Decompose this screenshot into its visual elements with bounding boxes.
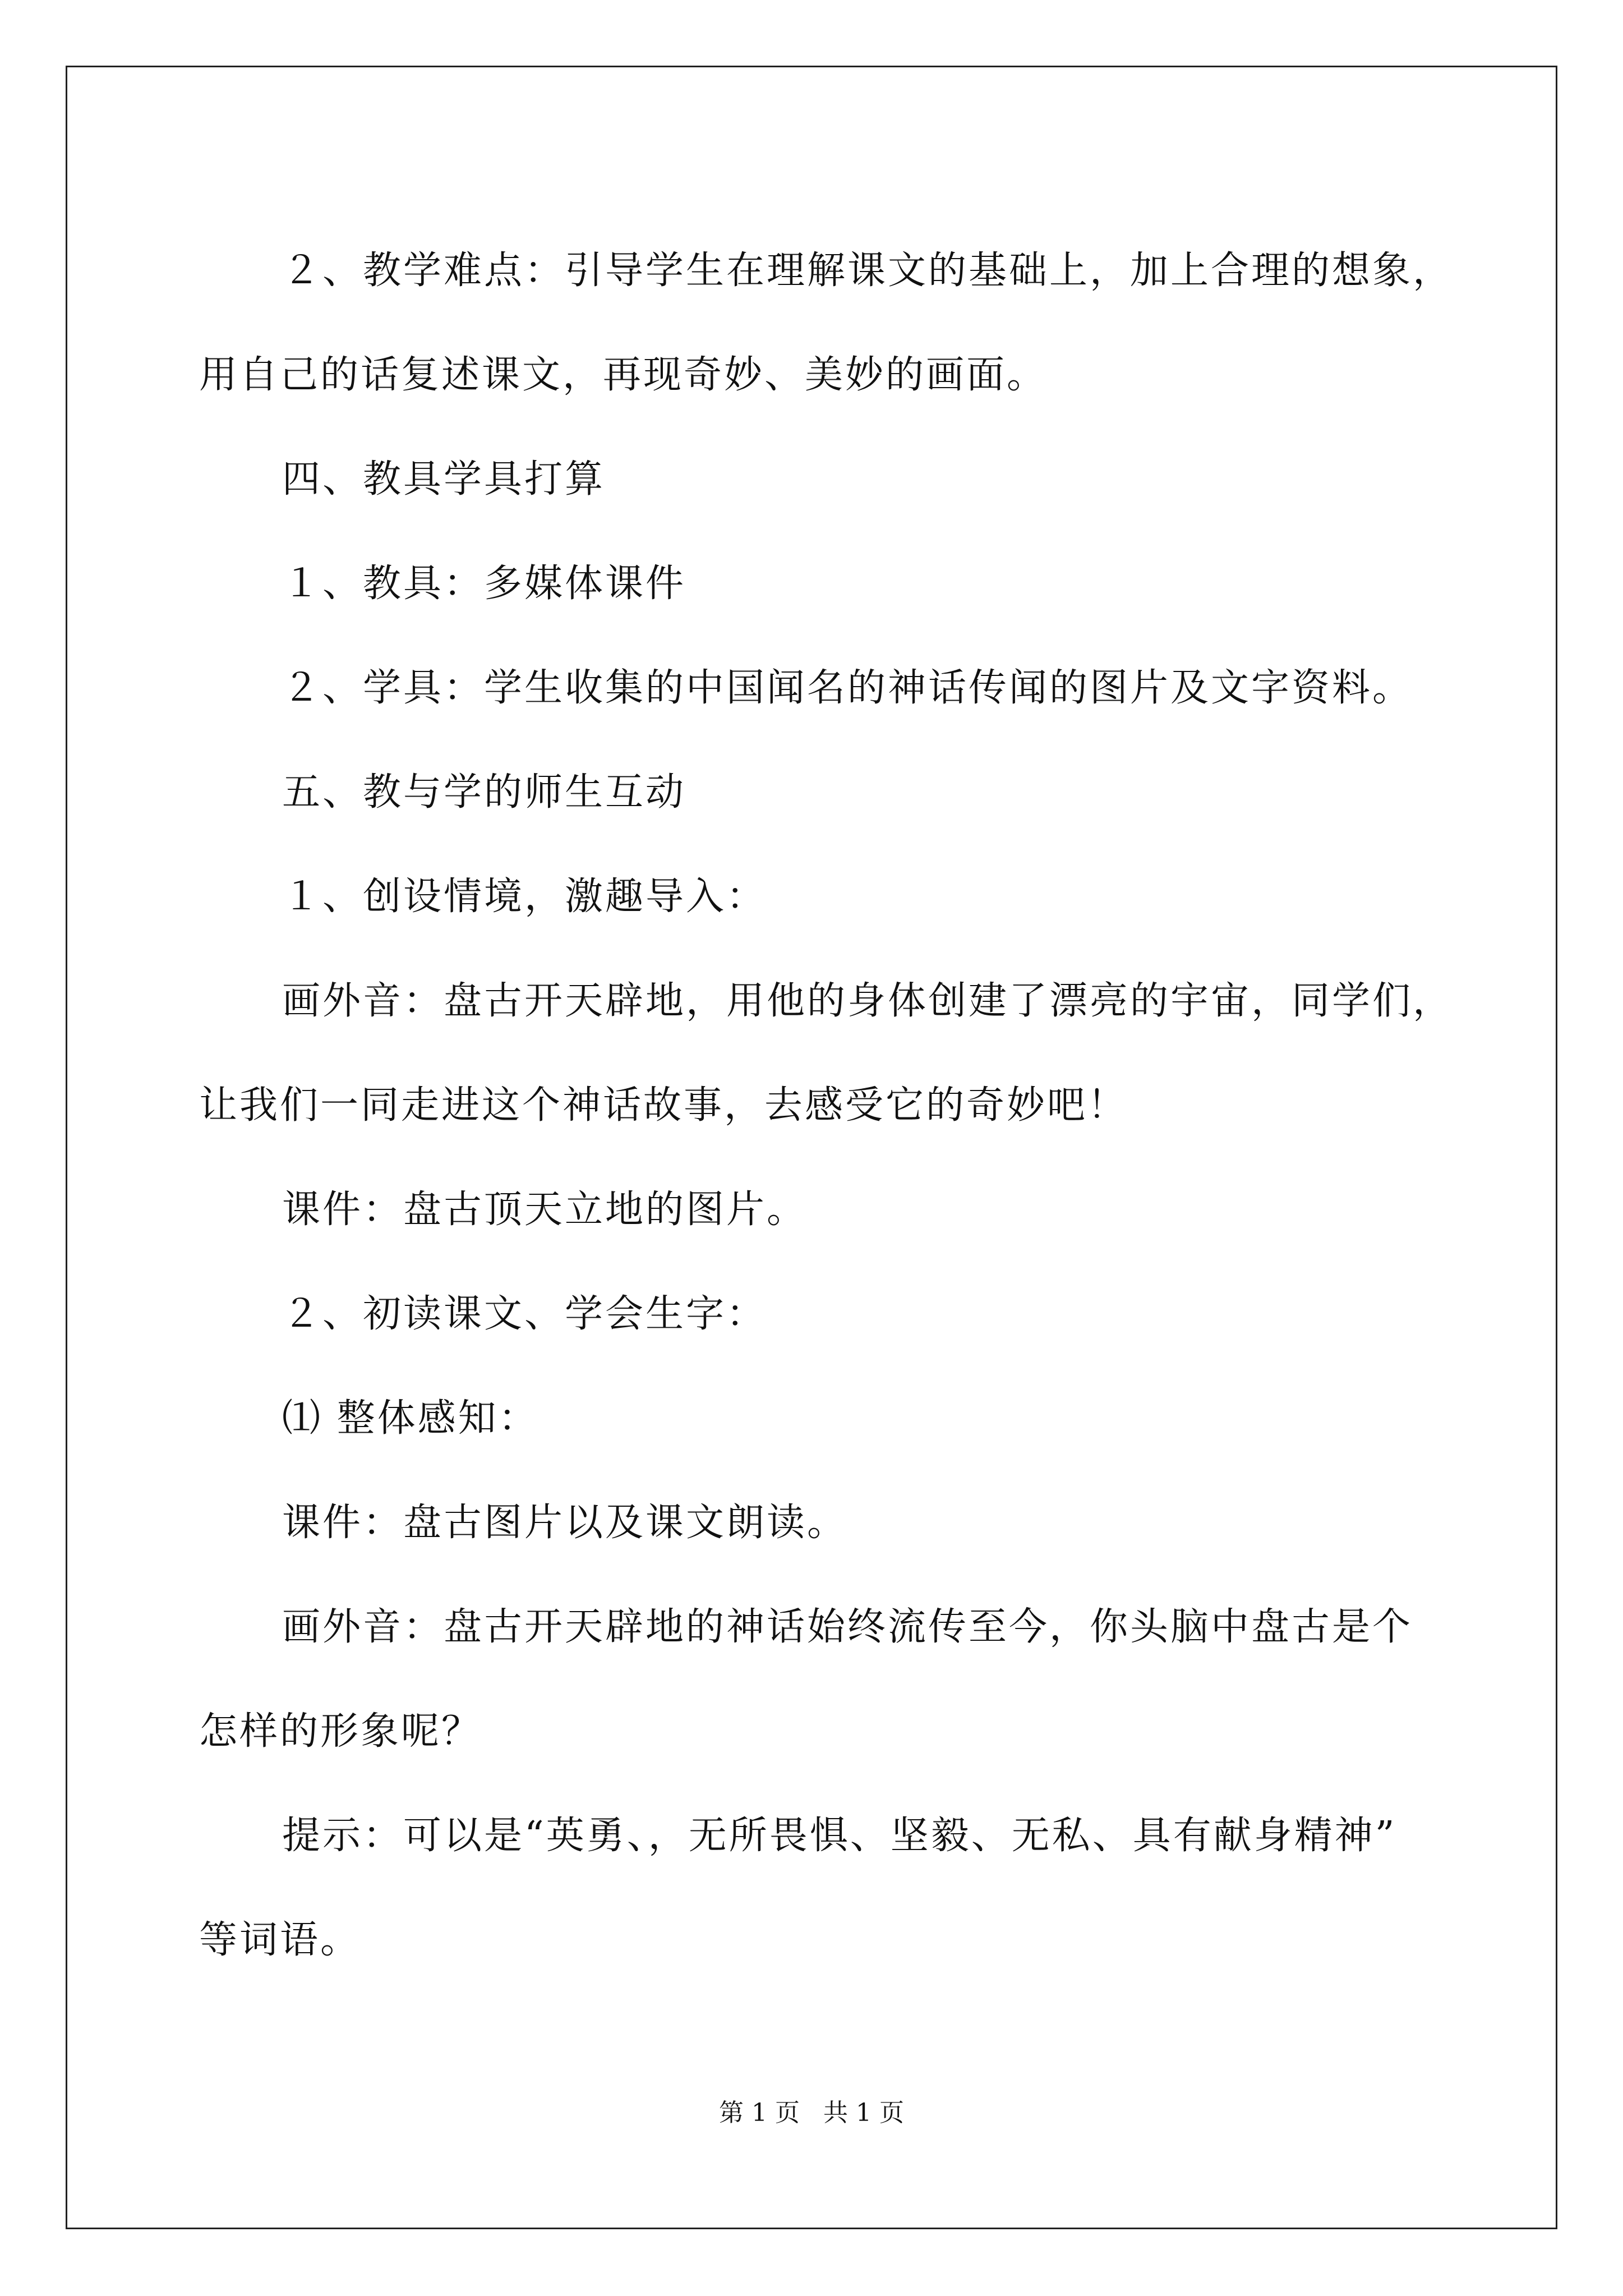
paragraph: 让我们一同走进这个神话故事，去感受它的奇妙吧！ [199,1083,1128,1128]
paragraph: 画外音：盘古开天辟地的神话始终流传至今，你头脑中盘古是个 [282,1605,1413,1649]
paragraph: 课件：盘古顶天立地的图片。 [282,1188,808,1232]
list-item: ２、初读课文、学会生字： [282,1292,767,1336]
paragraph: 怎样的形象呢？ [199,1709,482,1754]
page-number: 第 1 页 [719,2099,800,2127]
paragraph: 画外音：盘古开天辟地，用他的身体创建了漂亮的宇宙，同学们， [282,979,1454,1023]
paragraph: 课件：盘古图片以及课文朗读。 [282,1501,848,1545]
section-heading: 五、教与学的师生互动 [282,770,686,815]
paragraph: 用自己的话复述课文，再现奇妙、美妙的画面。 [199,353,1048,397]
list-item: ⑴ 整体感知： [282,1396,539,1441]
paragraph: ２、教学难点：引导学生在理解课文的基础上，加上合理的想象， [282,249,1454,293]
section-heading: 四、教具学具打算 [282,457,606,501]
page-total: 共 1 页 [823,2099,904,2127]
list-item: １、创设情境，激趣导入： [282,875,767,919]
list-item: ２、学具：学生收集的中国闻名的神话传闻的图片及文字资料。 [282,666,1413,710]
page-footer [0,2092,1623,2128]
list-item: １、教具：多媒体课件 [282,562,686,606]
document-body [199,219,1478,1993]
paragraph: 等词语。 [199,1918,361,1962]
paragraph: 提示：可以是“英勇、，无所畏惧、坚毅、无私、具有献身精神” [282,1814,1397,1858]
